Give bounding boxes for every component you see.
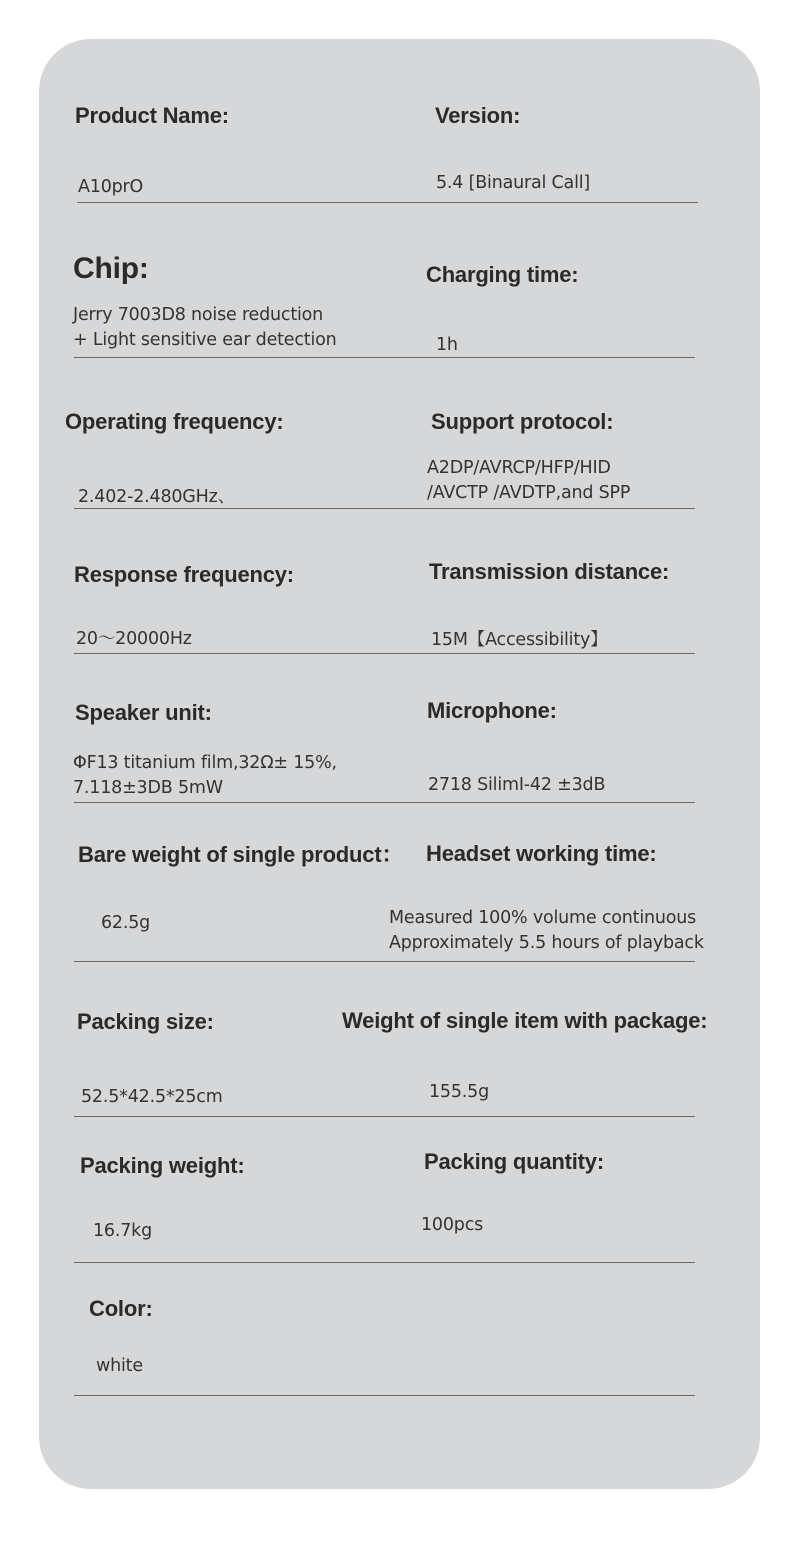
charging-time-label: Charging time:: [426, 262, 579, 287]
packing-size-value: 52.5*42.5*25cm: [81, 1087, 223, 1107]
product-name-value: A10prO: [78, 177, 144, 197]
divider-row-2: [74, 357, 695, 358]
microphone-value: 2718 SilimI-42 ±3dB: [428, 775, 606, 795]
response-frequency-label: Response frequency:: [74, 562, 294, 587]
packing-quantity-value: 100pcs: [421, 1215, 484, 1235]
packing-quantity-label: Packing quantity:: [424, 1149, 604, 1174]
packing-weight-value: 16.7kg: [93, 1221, 153, 1241]
microphone-label: Microphone:: [427, 698, 557, 723]
divider-row-3: [74, 508, 695, 509]
speaker-unit-value-line-1: ΦF13 titanium film,32Ω± 15%,: [73, 753, 337, 773]
divider-row-8: [74, 1262, 695, 1263]
packing-weight-label: Packing weight:: [80, 1153, 245, 1178]
version-label: Version:: [435, 103, 521, 128]
support-protocol-label: Support protocol:: [431, 409, 614, 434]
divider-row-6: [74, 961, 695, 962]
divider-row-7: [74, 1116, 695, 1117]
chip-label: Chip:: [73, 252, 149, 285]
headset-working-time-value-line-1: Measured 100% volume continuous: [389, 908, 697, 928]
charging-time-value: 1h: [436, 335, 458, 355]
divider-row-5: [74, 802, 695, 803]
divider-row-1: [77, 202, 698, 203]
bare-weight-value: 62.5g: [101, 913, 151, 933]
transmission-distance-label: Transmission distance:: [429, 559, 670, 584]
support-protocol-value-line-2: /AVCTP /AVDTP,and SPP: [427, 483, 631, 503]
chip-value-line-1: Jerry 7003D8 noise reduction: [73, 305, 324, 325]
product-name-label: Product Name:: [75, 103, 229, 128]
color-label: Color:: [89, 1296, 153, 1321]
operating-frequency-label: Operating frequency:: [65, 409, 284, 434]
chip-value-line-2: + Light sensitive ear detection: [73, 330, 337, 350]
transmission-distance-value: 15M【Accessibility】: [431, 630, 608, 650]
divider-row-4: [74, 653, 695, 654]
operating-frequency-value: 2.402-2.480GHz、: [78, 487, 235, 507]
divider-row-9: [74, 1395, 695, 1396]
bare-weight-label: Bare weight of single product：: [78, 842, 404, 867]
headset-working-time-label: Headset working time:: [426, 841, 657, 866]
version-value: 5.4 [Binaural Call]: [436, 173, 591, 193]
weight-with-package-value: 155.5g: [429, 1082, 490, 1102]
speaker-unit-label: Speaker unit:: [75, 700, 212, 725]
response-frequency-value: 20～20000Hz: [76, 629, 192, 649]
speaker-unit-value-line-2: 7.118±3DB 5mW: [73, 778, 223, 798]
headset-working-time-value-line-2: Approximately 5.5 hours of playback: [389, 933, 704, 953]
color-value: white: [96, 1356, 143, 1376]
support-protocol-value-line-1: A2DP/AVRCP/HFP/HID: [427, 458, 611, 478]
weight-with-package-label: Weight of single item with package:: [342, 1008, 708, 1033]
packing-size-label: Packing size:: [77, 1009, 214, 1034]
